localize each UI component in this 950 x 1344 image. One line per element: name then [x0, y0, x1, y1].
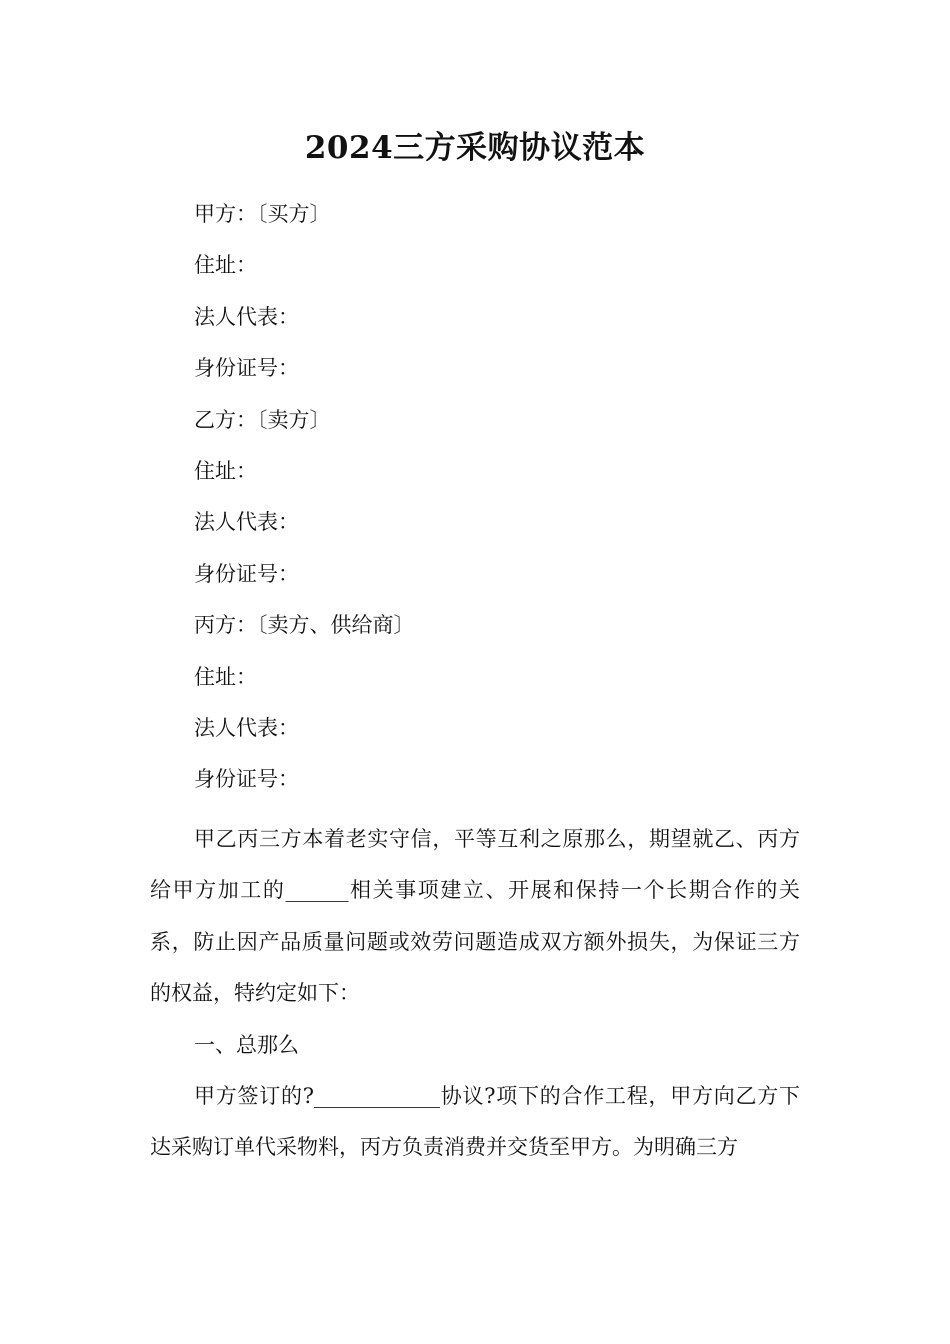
- party-a-id-line: 身份证号：: [194, 356, 299, 381]
- party-b-representative-line: 法人代表：: [194, 510, 299, 535]
- party-b-address-line: 住址：: [194, 458, 257, 483]
- party-c-id-line: 身份证号：: [194, 767, 299, 792]
- party-a-line: 甲方：〔买方〕: [194, 202, 331, 226]
- party-a-representative-line: 法人代表：: [194, 304, 299, 329]
- party-b-line: 乙方：〔卖方〕: [194, 407, 331, 432]
- section-general-paragraph: 甲方签订的?____________协议?项下的合作工程，甲方向乙方下达采购订单代采物料，丙方负责消费并交货至甲方。为明确三方: [150, 1084, 800, 1160]
- intro-paragraph: 甲乙丙三方本着老实守信，平等互利之原那么，期望就乙、丙方给甲方加工的______相关事项建立、开展和保持一个长期合作的关系，防止因产品质量问题或效劳问题造成双方额外损失，为保证三方的权益，特约定如下：: [150, 827, 800, 1006]
- document-body: [150, 814, 800, 1174]
- section-heading-general: 一、总那么: [194, 1032, 299, 1057]
- party-c-address-line: 住址：: [194, 664, 257, 689]
- party-info-list: [194, 199, 415, 816]
- party-a-address-line: 住址：: [194, 253, 257, 278]
- party-c-line: 丙方：〔卖方、供给商〕: [194, 613, 415, 638]
- party-c-representative-line: 法人代表：: [194, 715, 299, 740]
- document-title: 2024三方采购协议范本: [304, 130, 646, 166]
- party-b-id-line: 身份证号：: [194, 561, 299, 586]
